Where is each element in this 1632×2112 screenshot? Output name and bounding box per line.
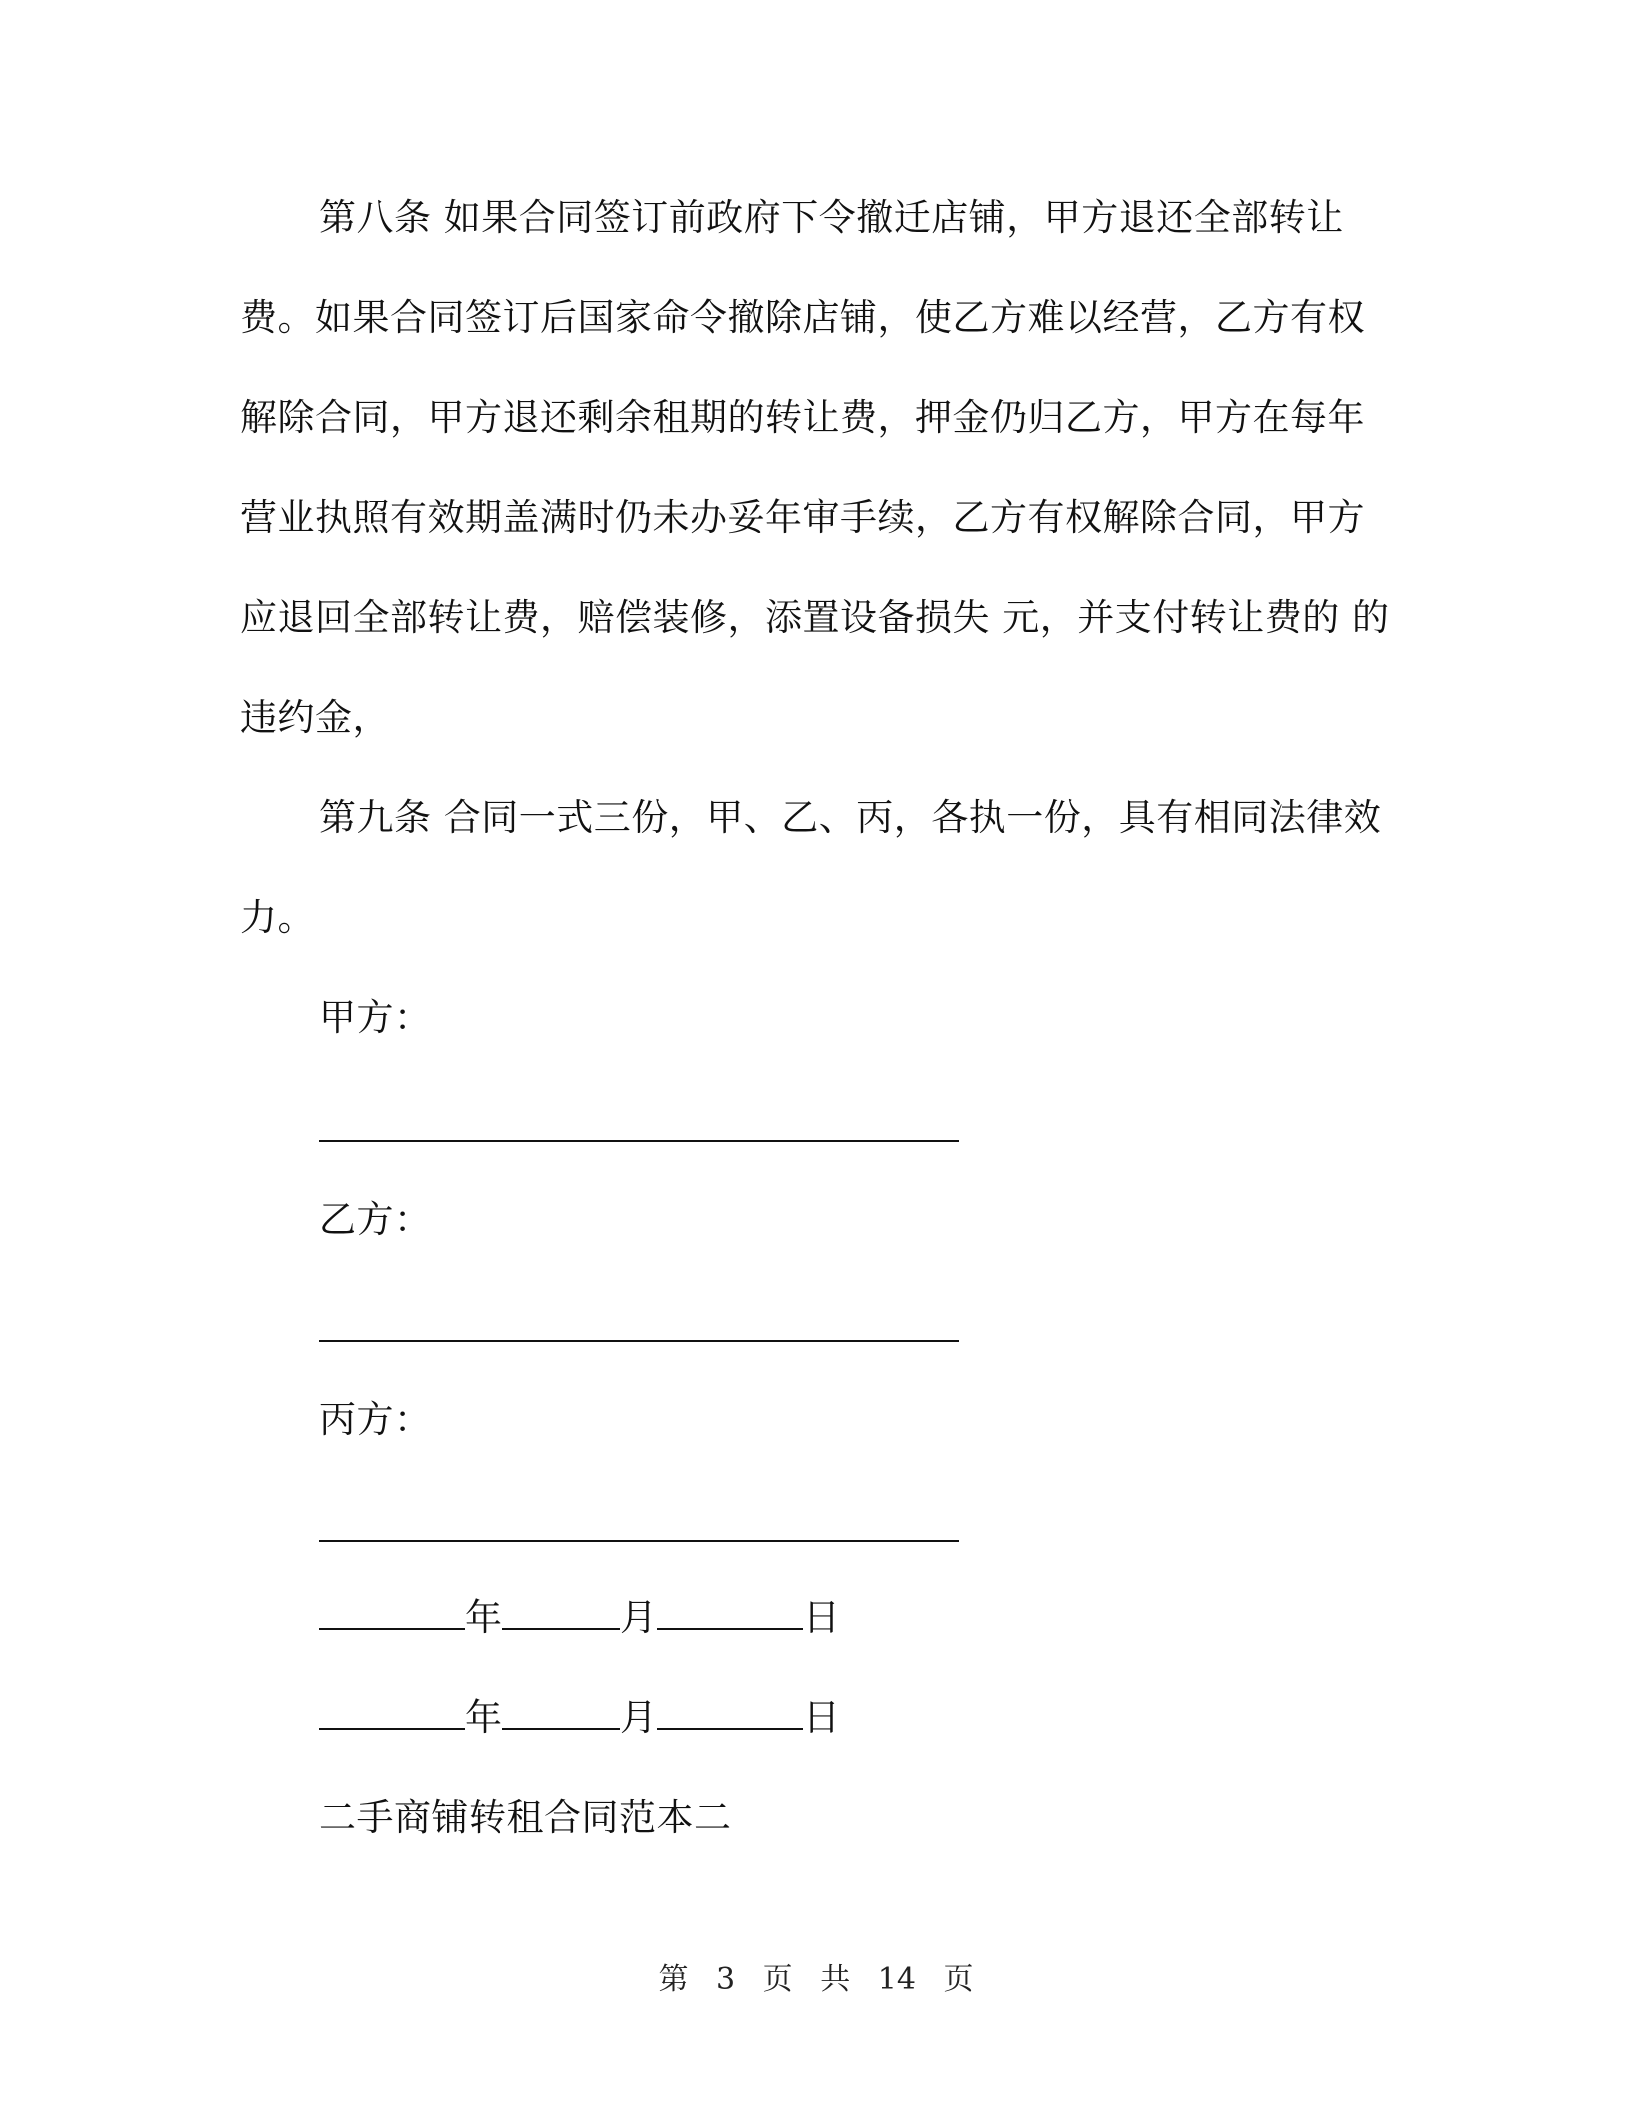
- article-8-line-2: 费。如果合同签订后国家命令撤除店铺，使乙方难以经营，乙方有权: [240, 296, 1365, 339]
- article-8-line-4: 营业执照有效期盖满时仍未办妥年审手续，乙方有权解除合同，甲方: [240, 496, 1365, 539]
- article-8-line-1: 第八条 如果合同签订前政府下令撤迁店铺，甲方退还全部转让: [319, 196, 1344, 239]
- current-page-number: 3: [716, 1962, 736, 1997]
- day-label: 日: [803, 1596, 840, 1639]
- month-blank: [502, 1698, 620, 1730]
- party-a-signature-line: [319, 1140, 959, 1142]
- date-line-1: [319, 1596, 840, 1640]
- party-a-label: 甲方：: [319, 996, 432, 1039]
- page-footer: [0, 1960, 1632, 2000]
- month-label: 月: [620, 1696, 657, 1739]
- day-blank: [657, 1598, 803, 1630]
- party-b-label: 乙方：: [319, 1198, 432, 1241]
- month-blank: [502, 1598, 620, 1630]
- footer-word-ye: 页: [762, 1962, 793, 1997]
- party-c-signature-line: [319, 1540, 959, 1542]
- day-blank: [657, 1698, 803, 1730]
- section-title: 二手商铺转租合同范本二: [319, 1796, 732, 1839]
- article-9-line-2: 力。: [240, 896, 315, 939]
- party-b-signature-line: [319, 1340, 959, 1342]
- article-8-line-6: 违约金，: [240, 696, 390, 739]
- total-page-count: 14: [877, 1962, 916, 1997]
- party-c-label: 丙方：: [319, 1398, 432, 1441]
- footer-word-di: 第: [658, 1962, 689, 1997]
- year-blank: [319, 1698, 465, 1730]
- month-label: 月: [620, 1596, 657, 1639]
- year-blank: [319, 1598, 465, 1630]
- year-label: 年: [465, 1596, 502, 1639]
- year-label: 年: [465, 1696, 502, 1739]
- day-label: 日: [803, 1696, 840, 1739]
- article-8-line-5: 应退回全部转让费，赔偿装修，添置设备损失 元，并支付转让费的 的: [240, 596, 1390, 639]
- footer-word-gong: 共: [820, 1962, 851, 1997]
- footer-word-ye-2: 页: [943, 1962, 974, 1997]
- article-9-line-1: 第九条 合同一式三份，甲、乙、丙，各执一份，具有相同法律效: [319, 796, 1382, 839]
- article-8-line-3: 解除合同，甲方退还剩余租期的转让费，押金仍归乙方，甲方在每年: [240, 396, 1365, 439]
- date-line-2: [319, 1696, 840, 1740]
